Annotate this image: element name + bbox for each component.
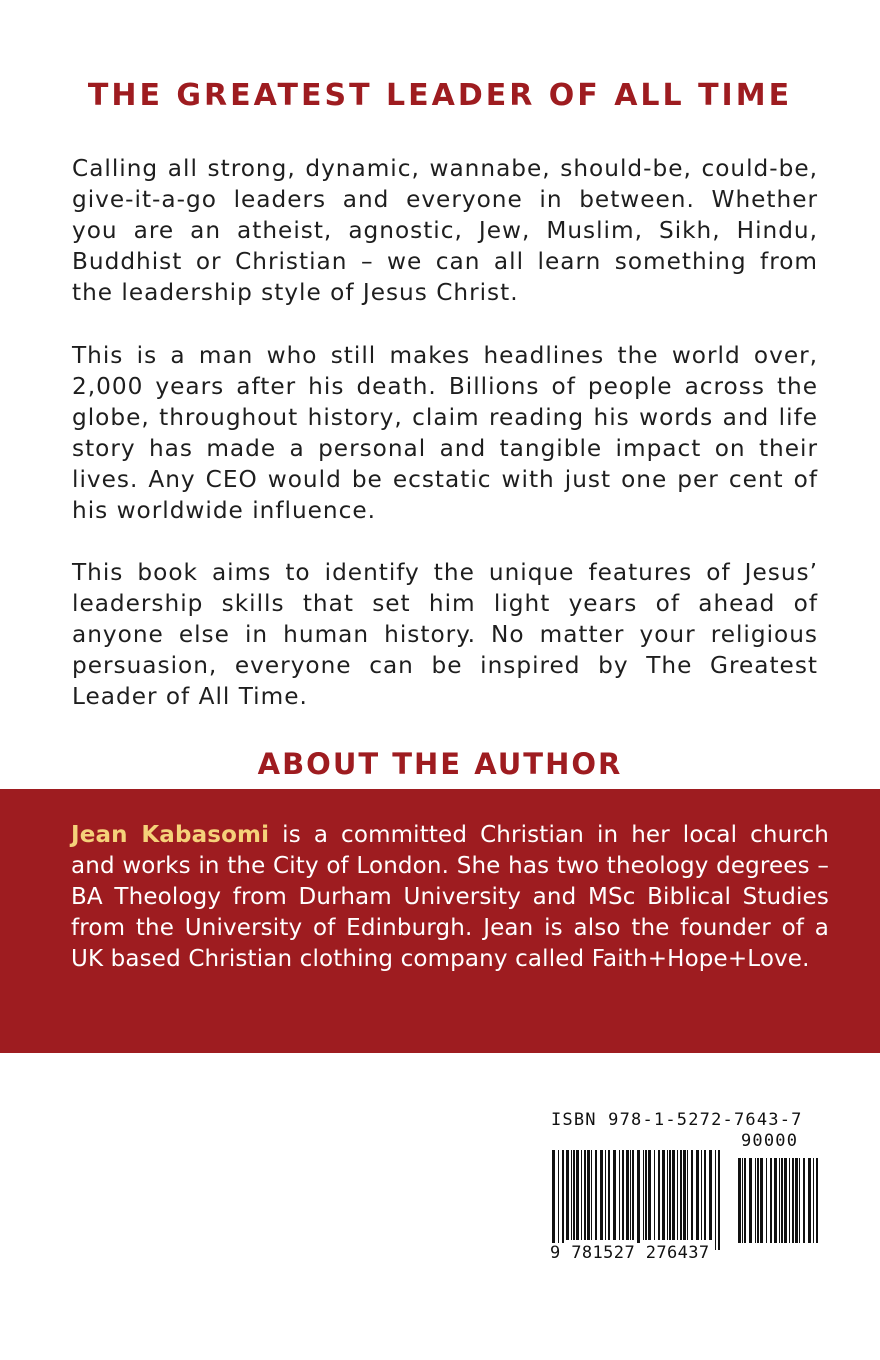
barcode-bar — [749, 1158, 752, 1243]
barcode-bar — [799, 1158, 800, 1243]
barcode-bar — [715, 1150, 716, 1250]
barcode-bar — [808, 1158, 811, 1243]
barcode-bar — [781, 1158, 783, 1243]
barcode-bar — [632, 1150, 634, 1240]
barcode-bar — [571, 1150, 572, 1240]
barcode-bar — [742, 1158, 743, 1243]
barcode-bar — [755, 1158, 756, 1243]
barcode-bar — [680, 1150, 682, 1240]
barcode-bar — [662, 1150, 665, 1240]
price-code-label: 90000 — [741, 1131, 799, 1151]
barcode-bar — [608, 1150, 610, 1240]
barcode-bar — [562, 1150, 564, 1250]
barcode-bar — [813, 1158, 814, 1243]
barcode-bar — [654, 1150, 655, 1240]
barcode-bar — [643, 1150, 644, 1240]
barcode-bar — [637, 1150, 640, 1250]
barcode-bar — [605, 1150, 606, 1240]
barcode-bar — [613, 1150, 616, 1240]
book-title-heading: THE GREATEST LEADER OF ALL TIME — [87, 78, 793, 113]
barcode-bar — [667, 1150, 668, 1240]
barcode-bar — [696, 1150, 699, 1240]
barcode-bar — [770, 1158, 772, 1243]
barcode-bar — [566, 1150, 569, 1240]
barcode-bar — [784, 1158, 787, 1243]
barcode-bar — [587, 1150, 590, 1240]
barcode-bar — [792, 1158, 794, 1243]
barcode-bar — [709, 1150, 712, 1240]
barcode-bar — [803, 1158, 805, 1243]
barcode-bar — [795, 1158, 798, 1243]
author-bio — [71, 820, 829, 975]
barcode-bar — [619, 1150, 620, 1240]
barcode-bar — [757, 1158, 759, 1243]
author-name: Jean Kabasomi — [71, 822, 270, 848]
barcode-bar — [669, 1150, 671, 1240]
blurb-paragraph-2: This is a man who still makes headlines the world over, 2,000 years after his death. Billions of people across the globe, throughout history, claim reading his words and life story has made a personal and tangible impact on their lives. Any CEO would be ecstatic with just one per cent of his worldwide influence. — [72, 342, 818, 524]
barcode-bar — [677, 1150, 678, 1240]
barcode-bar — [573, 1150, 575, 1240]
barcode-bar — [595, 1150, 597, 1240]
barcode-bar — [766, 1158, 767, 1243]
barcode-bar — [760, 1158, 763, 1243]
barcode-bar — [622, 1150, 624, 1240]
barcode-bar — [626, 1150, 629, 1240]
barcode-bar — [789, 1158, 790, 1243]
barcode-bar — [591, 1150, 592, 1240]
barcode-bar — [744, 1158, 746, 1243]
barcode-bar — [645, 1150, 647, 1240]
barcode-bar — [658, 1150, 660, 1240]
barcode-bar — [581, 1150, 582, 1240]
barcode-bar — [704, 1150, 706, 1240]
isbn-label: ISBN 978-1-5272-7643-7 — [551, 1110, 803, 1130]
barcode-bar — [816, 1158, 818, 1243]
barcode-bar — [683, 1150, 686, 1240]
barcode-bar — [687, 1150, 688, 1240]
barcode-bar — [779, 1158, 780, 1243]
about-author-band — [0, 789, 880, 1053]
barcode-bar — [774, 1158, 777, 1243]
barcode-bar — [600, 1150, 603, 1240]
author-bio-text: is a committed Christian in her local church and works in the City of London. She has two theology degrees – BA Theology from Durham University and MSc Biblical Studies from the University of Edinburgh. Jean is also the founder of a UK based Christian clothing company called Faith+Hope+Love. — [71, 822, 829, 972]
blurb-paragraph-3: This book aims to identify the unique features of Jesus’ leadership skills that set him light years of ahead of anyone else in human history. No matter your religious persuasion, everyone can be inspired by The Greatest Leader of All Time. — [72, 559, 818, 710]
barcode-bar — [738, 1158, 741, 1243]
barcode-digits: 9 781527 276437 — [550, 1243, 710, 1263]
barcode-bar — [718, 1150, 720, 1250]
barcode-bar — [552, 1150, 555, 1250]
blurb-paragraph-1: Calling all strong, dynamic, wannabe, should-be, could-be, give-it-a-go leaders and everyone in between. Whether you are an atheist, agnostic, Jew, Muslim, Sikh, Hindu, Buddhist or Christian – we can all learn something from the leadership style of Jesus Christ. — [72, 155, 818, 306]
barcode-bar — [648, 1150, 651, 1240]
barcode-bar — [584, 1150, 586, 1240]
barcode-bar — [701, 1150, 702, 1240]
barcode-bar — [558, 1150, 559, 1250]
about-author-heading: ABOUT THE AUTHOR — [257, 747, 623, 781]
barcode-bar — [576, 1150, 579, 1240]
barcode-bar — [672, 1150, 675, 1240]
barcode-bar — [630, 1150, 631, 1240]
barcode-bar — [691, 1150, 693, 1240]
